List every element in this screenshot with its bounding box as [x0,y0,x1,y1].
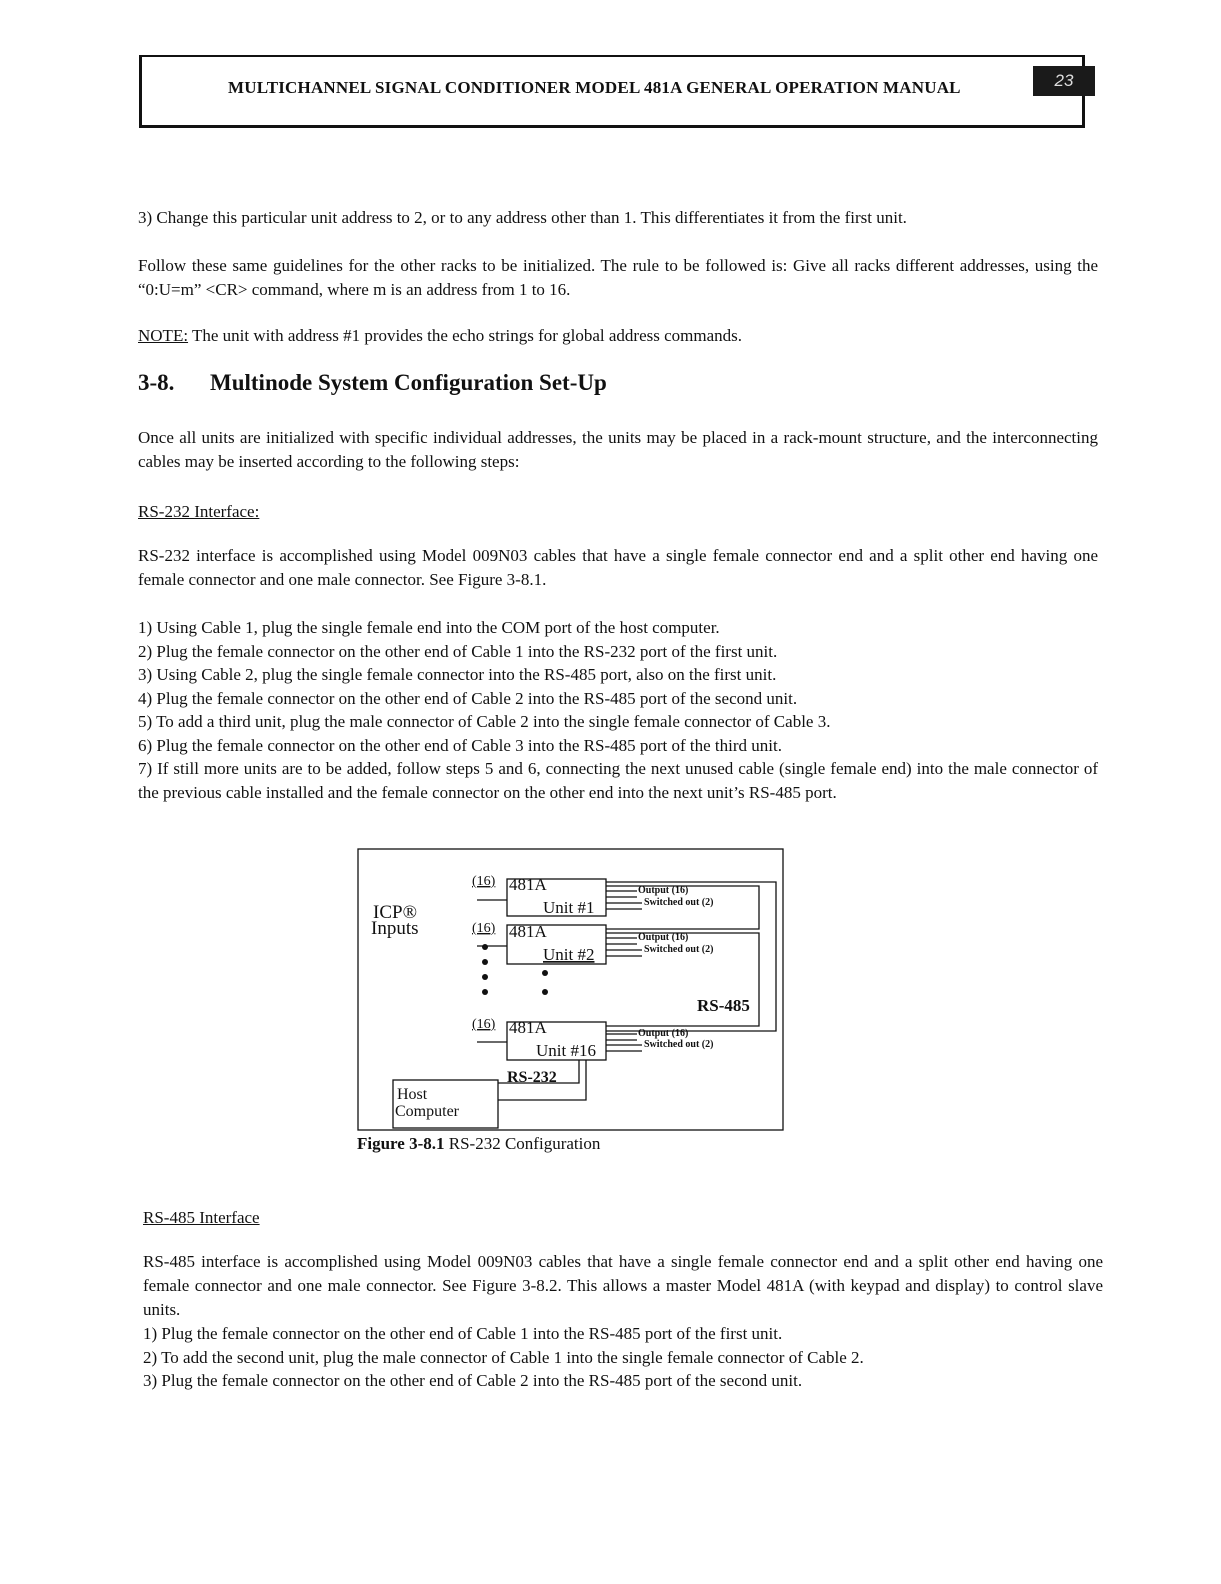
svg-text:481A: 481A [509,922,547,941]
svg-text:Unit #16: Unit #16 [536,1041,596,1060]
step: 1) Using Cable 1, plug the single female end into the COM port of the host computer. [138,618,720,637]
subheading-rs232: RS-232 Interface: [138,502,260,521]
svg-text:Switched out (2): Switched out (2) [644,944,714,955]
step: 2) Plug the female connector on the other end of Cable 1 into the RS-232 port of the first unit. [138,641,778,661]
svg-text:(16): (16) [472,1017,496,1032]
unit-16 [472,1017,713,1060]
step: 3) Plug the female connector on the other end of Cable 2 into the RS-485 port of the second unit. [143,1371,803,1390]
page-number: 23 [1033,66,1095,96]
paragraph: RS-485 interface is accomplished using Model 009N03 cables that have a single female connector end and a split other end having one female connector and one male connector. See Figure 3-8.2. This allows a master Model 481A (with keypad and display) to control slave units. [143,1252,1103,1319]
section-number: 3-8. [138,370,175,395]
figure-rs232-configuration [357,848,785,1132]
svg-text:Unit #1: Unit #1 [543,898,595,917]
step: 2) To add the second unit, plug the male connector of Cable 1 into the single female connector of Cable 2. [143,1347,864,1367]
rs485-label: RS-485 [697,996,750,1015]
rs232-label: RS-232 [507,1069,557,1086]
host-label: Host [397,1086,428,1103]
svg-text:Switched out (2): Switched out (2) [644,897,714,908]
unit-1 [472,874,713,917]
paragraph: 3) Change this particular unit address to 2, or to any address other than 1. This differentiates it from the first unit. [138,208,907,227]
step: 3) Using Cable 2, plug the single female connector into the RS-485 port, also on the first unit. [138,665,777,684]
header-title: MULTICHANNEL SIGNAL CONDITIONER MODEL 481A GENERAL OPERATION MANUAL [228,78,961,97]
note [138,324,1098,348]
rs485-steps [143,1322,1103,1393]
caption-number: Figure 3-8.1 [357,1134,445,1153]
paragraph: Follow these same guidelines for the other racks to be initialized. The rule to be followed is: Give all racks different addresses, using the “0:U=m” <CR> command, where m is an address from 1 to 16. [138,256,1098,299]
svg-text:Output (16): Output (16) [638,885,689,896]
note-label: NOTE: [138,326,189,345]
rs232-steps [138,616,1098,804]
step: 1) Plug the female connector on the other end of Cable 1 into the RS-485 port of the first unit. [143,1324,783,1343]
ellipsis-dots [482,944,548,995]
step: 4) Plug the female connector on the other end of Cable 2 into the RS-485 port of the second unit. [138,688,798,708]
icp-label: ICP® [373,902,418,923]
note-text: The unit with address #1 provides the echo strings for global address commands. [188,326,743,345]
svg-text:481A: 481A [509,875,547,894]
paragraph: Once all units are initialized with specific individual addresses, the units may be placed in a rack-mount structure, and the interconnecting cables may be inserted according to the following steps: [138,428,1098,471]
svg-text:(16): (16) [472,874,496,889]
svg-text:481A: 481A [509,1018,547,1037]
section-title: Multinode System Configuration Set-Up [210,370,607,395]
svg-text:Output (16): Output (16) [638,932,689,943]
svg-text:Output (16): Output (16) [638,1028,689,1039]
svg-text:(16): (16) [472,921,496,936]
section-heading [138,370,607,396]
subheading-rs485: RS-485 Interface [143,1208,260,1227]
svg-text:Unit #2: Unit #2 [543,945,595,964]
computer-label: Computer [395,1103,459,1120]
step: 6) Plug the female connector on the other end of Cable 3 into the RS-485 port of the third unit. [138,735,782,755]
figure-caption [357,1134,600,1154]
unit-2 [472,921,713,964]
caption-text: RS-232 Configuration [444,1134,601,1153]
step: 5) To add a third unit, plug the male connector of Cable 2 into the single female connector of Cable 3. [138,712,831,731]
step: 7) If still more units are to be added, follow steps 5 and 6, connecting the next unused cable (single female end) into the male connector of the previous cable installed and the female connector on the other end into the next unit’s RS-485 port. [138,759,1098,802]
inputs-label: Inputs [371,918,419,939]
paragraph: RS-232 interface is accomplished using Model 009N03 cables that have a single female connector end and a split other end having one female connector and one male connector. See Figure 3-8.1. [138,546,1098,589]
svg-text:Switched out (2): Switched out (2) [644,1039,714,1050]
